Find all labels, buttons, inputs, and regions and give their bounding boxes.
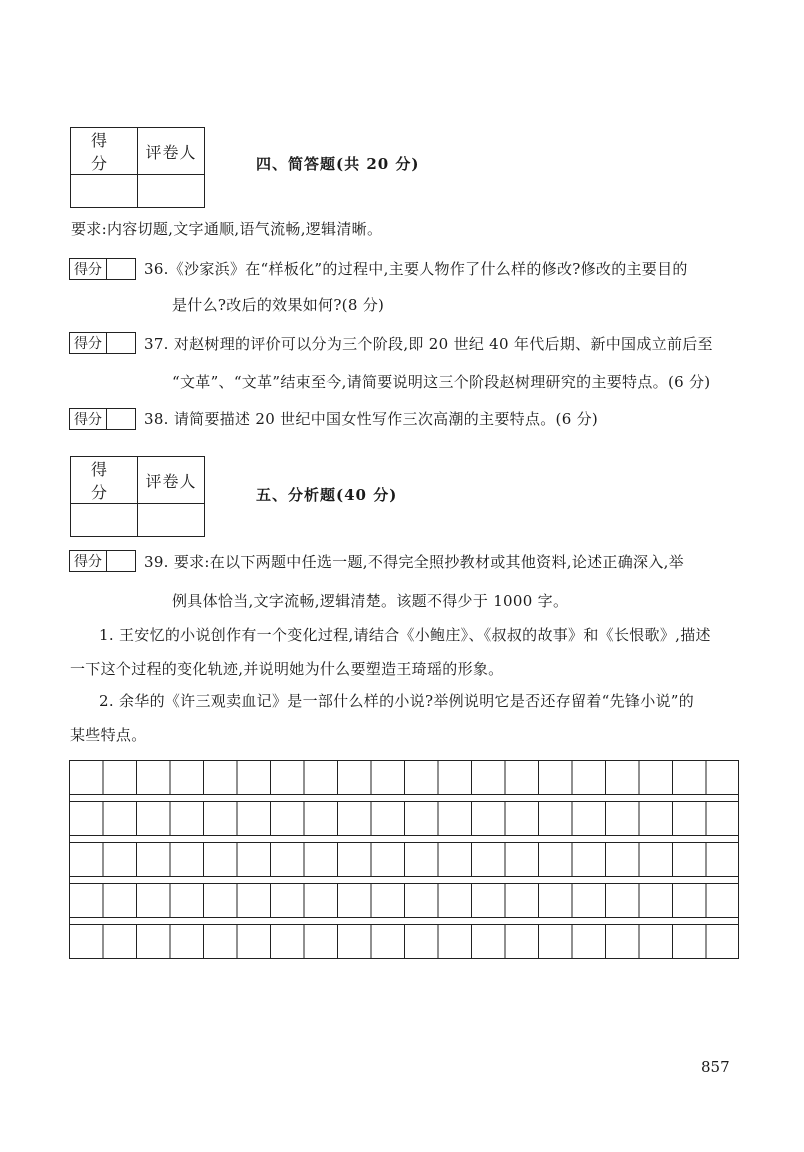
q39-score-box[interactable]	[69, 550, 136, 572]
score-value-cell[interactable]	[107, 551, 135, 571]
score-label: 得分	[70, 259, 107, 279]
q36-line2: 是什么?改后的效果如何?(8 分)	[172, 296, 385, 314]
score-cell[interactable]	[71, 504, 138, 537]
q36-score-box[interactable]	[69, 258, 136, 280]
score-value-cell[interactable]	[107, 333, 135, 353]
section5-grade-box	[70, 456, 205, 537]
score-label: 得分	[70, 409, 107, 429]
score-label: 得分	[70, 551, 107, 571]
q37-line2: “文革”、“文革”结束至今,请简要说明这三个阶段赵树理研究的主要特点。(6 分)	[172, 373, 711, 391]
q39-line2: 例具体恰当,文字流畅,逻辑清楚。该题不得少于 1000 字。	[172, 592, 569, 610]
q38-line1: 38. 请简要描述 20 世纪中国女性写作三次高潮的主要特点。(6 分)	[144, 410, 599, 428]
score-header: 得 分	[71, 128, 138, 175]
grader-cell[interactable]	[138, 175, 205, 208]
q38-score-box[interactable]	[69, 408, 136, 430]
score-label: 得分	[70, 333, 107, 353]
section4-title: 四、简答题(共 20 分)	[256, 155, 420, 173]
score-cell[interactable]	[71, 175, 138, 208]
q39-option2-line2: 某些特点。	[70, 726, 147, 744]
grader-header: 评卷人	[138, 128, 205, 175]
section4-requirement: 要求:内容切题,文字通顺,语气流畅,逻辑清晰。	[71, 220, 383, 238]
grid-row[interactable]	[69, 801, 739, 836]
section4-grade-box	[70, 127, 205, 208]
q37-line1: 37. 对赵树理的评价可以分为三个阶段,即 20 世纪 40 年代后期、新中国成立前后至	[144, 335, 713, 353]
grid-row[interactable]	[69, 842, 739, 877]
grader-cell[interactable]	[138, 504, 205, 537]
q39-option1-line1: 1. 王安忆的小说创作有一个变化过程,请结合《小鲍庄》、《叔叔的故事》和《长恨歌》,描述	[99, 626, 711, 644]
score-value-cell[interactable]	[107, 259, 135, 279]
q36-line1: 36.《沙家浜》在“样板化”的过程中,主要人物作了什么样的修改?修改的主要目的	[144, 260, 688, 278]
grid-row[interactable]	[69, 924, 739, 959]
score-header: 得 分	[71, 457, 138, 504]
page-number: 857	[701, 1058, 730, 1076]
section5-title: 五、分析题(40 分)	[256, 486, 398, 504]
grader-header: 评卷人	[138, 457, 205, 504]
grid-row[interactable]	[69, 760, 739, 795]
q39-line1: 39. 要求:在以下两题中任选一题,不得完全照抄教材或其他资料,论述正确深入,举	[144, 553, 684, 571]
score-value-cell[interactable]	[107, 409, 135, 429]
q39-option1-line2: 一下这个过程的变化轨迹,并说明她为什么要塑造王琦瑶的形象。	[70, 660, 504, 678]
q37-score-box[interactable]	[69, 332, 136, 354]
q39-option2-line1: 2. 余华的《许三观卖血记》是一部什么样的小说?举例说明它是否还存留着“先锋小说”的	[99, 692, 695, 710]
grid-row[interactable]	[69, 883, 739, 918]
